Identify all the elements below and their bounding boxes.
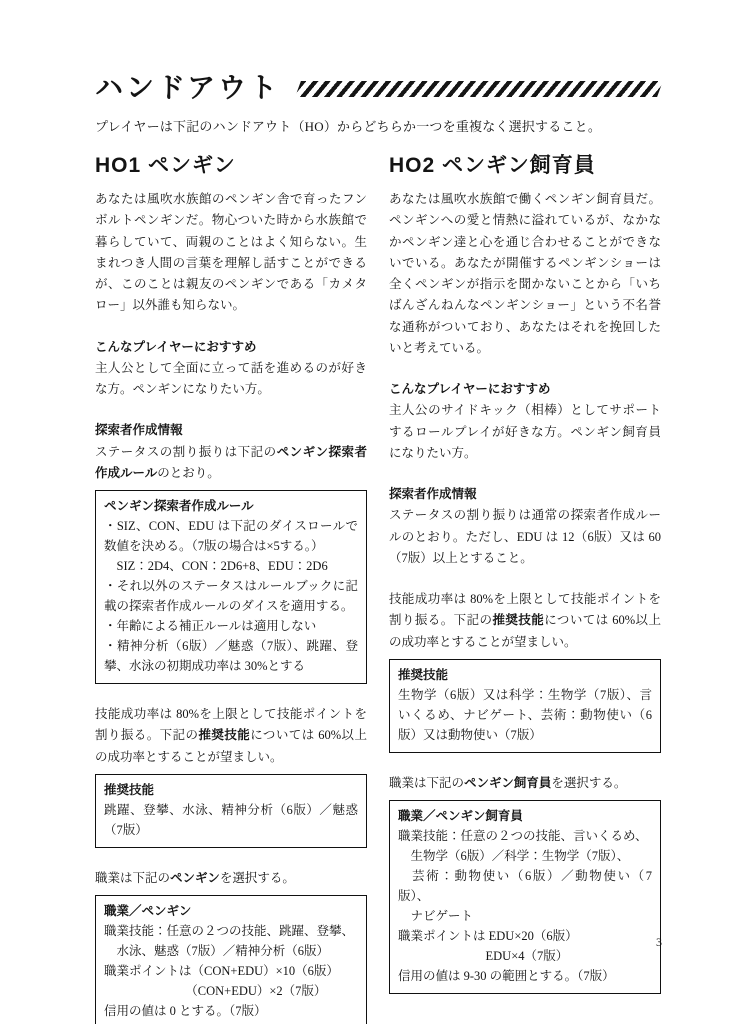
- text-run: を選択する。: [219, 870, 295, 885]
- ho2-recommend-body: 主人公のサイドキック（相棒）としてサポートするロールプレイが好きな方。ペンギン飼育員になりたい方。: [389, 403, 661, 460]
- text-run: 技能成功率は 80%を上限として技能ポイントを割り振る。下記の: [95, 707, 367, 743]
- ho1-job-box-title: 職業／ペンギン: [104, 904, 192, 918]
- page-number: 3: [656, 935, 662, 949]
- ho2-recommend-section: [389, 379, 661, 464]
- job-line: 職業ポイントは EDU×20（6版）: [398, 929, 578, 943]
- text-run-bold: ペンギン: [170, 870, 220, 885]
- intro-text: プレイヤーは下記のハンドアウト（HO）からどちらか一つを重複なく選択すること。: [95, 119, 602, 134]
- ho2-creation-body: ステータスの割り振りは通常の探索者作成ルールのとおり。ただし、EDU は 12（6版）又は 60（7版）以上とすること。: [389, 508, 661, 565]
- job-line: 芸術：動物使い（6版）／動物使い（7版）、: [398, 869, 652, 903]
- ho1-lead-paragraph: あなたは風吹水族館のペンギン舎で育ったフンボルトペンギンだ。物心ついた時から水族館で暮らしていて、両親のことはよく知らない。生まれつき人間の言葉を理解し話すことができるが、このことは親友のペンギンである「カメタロー」以外誰も知らない。: [95, 192, 367, 313]
- ho1-creation-title: 探索者作成情報: [95, 423, 183, 438]
- job-line: 信用の値は 0 とする。（7版）: [104, 1004, 267, 1018]
- ho1-recommend-title: こんなプレイヤーにおすすめ: [95, 339, 257, 354]
- ho1-creation-body: [95, 442, 367, 485]
- job-line: （CON+EDU）×2（7版）: [104, 984, 327, 998]
- text-run-bold: 推奨技能: [198, 728, 251, 743]
- rules-line: ・年齢による補正ルールは適用しない: [104, 619, 317, 633]
- ho1-rules-box: [95, 490, 367, 684]
- ho1-job-box: [95, 895, 367, 1024]
- ho2-job-box-title: 職業／ペンギン飼育員: [398, 809, 523, 823]
- text-run: については 60%以上の成功率とすることが望ましい。: [95, 728, 367, 764]
- ho2-skills-box: [389, 659, 661, 753]
- page-content: [95, 66, 662, 1024]
- ho1-recommend-body: 主人公として全面に立って話を進めるのが好きな方。ペンギンになりたい方。: [95, 360, 367, 396]
- rules-line: ・それ以外のステータスはルールブックに記載の探索者作成ルールのダイスを適用する。: [104, 579, 358, 613]
- job-line: 職業ポイントは（CON+EDU）×10（6版）: [104, 964, 339, 978]
- ho1-job-note: [95, 868, 367, 889]
- title-row: [95, 66, 662, 106]
- ho2-recommend-title: こんなプレイヤーにおすすめ: [389, 382, 551, 396]
- job-line: 生物学（6版）／科学：生物学（7版）、: [398, 849, 630, 863]
- text-run: については 60%以上の成功率とすることが望ましい。: [389, 613, 661, 649]
- ho1-skill-note: [95, 704, 367, 768]
- ho2-creation-section: [389, 484, 661, 569]
- text-run: 技能成功率は 80%を上限として技能ポイントを割り振る。下記の: [389, 592, 661, 628]
- ho1-rules-box-title: ペンギン探索者作成ルール: [104, 499, 254, 513]
- text-run: 職業は下記の: [389, 775, 465, 790]
- job-line: 職業技能：任意の２つの技能、跳躍、登攀、: [104, 924, 355, 938]
- job-line: ナビゲート: [398, 909, 474, 923]
- job-line: EDU×4（7版）: [398, 949, 569, 963]
- rules-line: SIZ：2D4、CON：2D6+8、EDU：2D6: [104, 559, 328, 573]
- ho1-skills-box-title: 推奨技能: [104, 782, 155, 797]
- ho2-heading: HO2 ペンギン飼育員: [389, 154, 596, 177]
- ho2-job-box: [389, 800, 661, 994]
- rules-line: ・精神分析（6版）／魅惑（7版）、跳躍、登攀、水泳の初期成功率は 30%とする: [104, 639, 358, 673]
- text-run-bold: ペンギン探索者作成ルール: [95, 444, 367, 480]
- job-line: 信用の値は 9-30 の範囲とする。（7版）: [398, 969, 615, 983]
- ho2-column: [389, 149, 661, 994]
- ho1-recommend-section: [95, 337, 367, 401]
- job-line: 水泳、魅惑（7版）／精神分析（6版）: [104, 944, 330, 958]
- ho1-heading: HO1 ペンギン: [95, 154, 236, 177]
- columns: [95, 149, 662, 1024]
- page-title: ハンドアウト: [95, 72, 281, 103]
- ho2-job-note: [389, 773, 661, 794]
- ho2-lead-paragraph: あなたは風吹水族館で働くペンギン飼育員だ。ペンギンへの愛と情熱に溢れているが、なかなかペンギン達と心を通じ合わせることができないでいる。あなたが開催するペンギンショーは全くペンギンが指示を聞かないことから「いちばんざんねんなペンギンショー」という不名誉な通称がついており、あなたはそれを挽回したいと考えている。: [389, 192, 661, 355]
- ho1-creation-section: [95, 420, 367, 484]
- text-run: を選択する。: [551, 775, 627, 790]
- rules-line: ・SIZ、CON、EDU は下記のダイスロールで数値を決める。（7版の場合は×5する。）: [104, 519, 358, 553]
- hatch-decoration: [295, 81, 663, 97]
- skills-line: 跳躍、登攀、水泳、精神分析（6版）／魅惑（7版）: [104, 802, 358, 837]
- ho2-skill-note: [389, 589, 661, 653]
- text-run-bold: ペンギン飼育員: [464, 775, 552, 790]
- text-run: 職業は下記の: [95, 870, 171, 885]
- text-run: のとおり。: [157, 465, 220, 480]
- ho2-skills-box-title: 推奨技能: [398, 667, 449, 682]
- ho1-column: [95, 149, 367, 1024]
- ho1-skills-box: [95, 774, 367, 848]
- ho2-creation-title: 探索者作成情報: [389, 487, 477, 501]
- text-run-bold: 推奨技能: [492, 613, 545, 628]
- skills-line: 生物学（6版）又は科学：生物学（7版）、言いくるめ、ナビゲート、芸術：動物使い（6版）又は動物使い（7版）: [398, 687, 652, 742]
- job-line: 職業技能：任意の２つの技能、言いくるめ、: [398, 829, 648, 843]
- text-run: ステータスの割り振りは下記の: [95, 444, 277, 459]
